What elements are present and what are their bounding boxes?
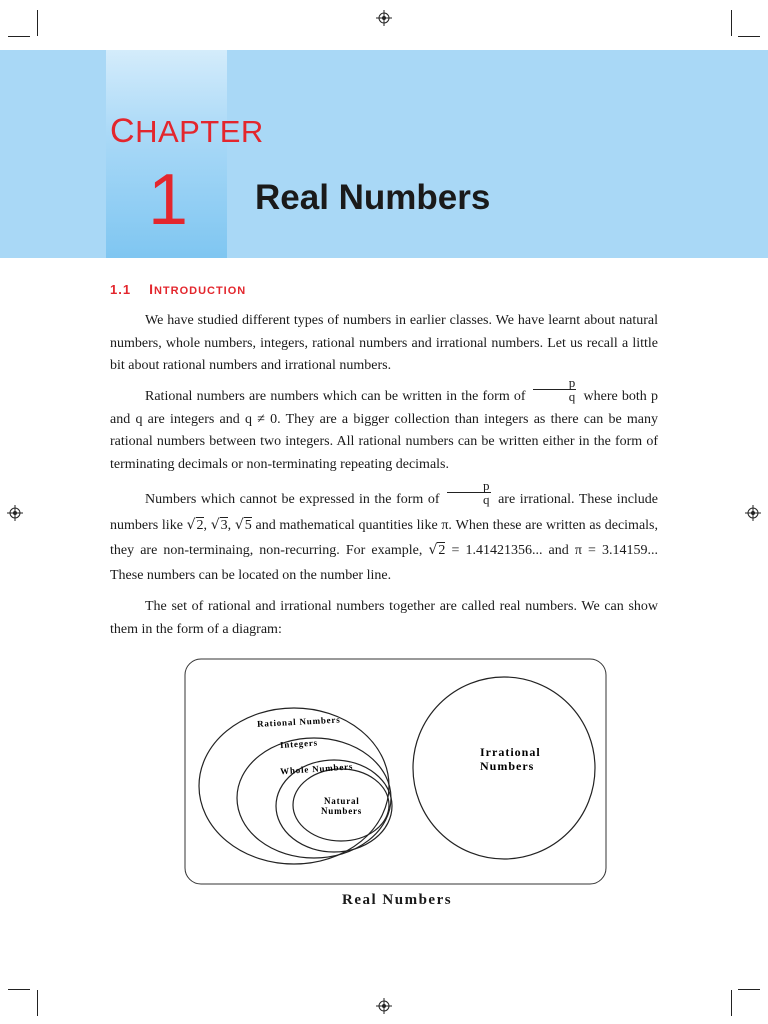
crop-mark (738, 36, 760, 37)
section-number: 1.1 (110, 282, 132, 297)
chapter-label: CHAPTER (110, 112, 264, 150)
crop-mark (738, 989, 760, 990)
crop-mark (37, 990, 38, 1016)
registration-mark-icon (7, 505, 23, 521)
section-heading: 1.1 INTRODUCTION (110, 281, 247, 297)
label-integers: Integers (279, 737, 319, 751)
crop-mark (37, 10, 38, 36)
fraction-p-over-q: $\frac{p}{q}$ (447, 479, 491, 506)
integers-set (237, 738, 391, 858)
paragraph-intro: We have studied different types of numbers in earlier classes. We have learnt about natural numbers, whole numbers, integers, rational numbers and irrational numbers. Let us recall a little bit about rational numbers and irrational numbers. (110, 313, 658, 373)
paragraph-rational: Rational numbers are numbers which can be written in the form of $\frac{p}{q}$ where both p and q are integers and q ≠ 0. They are a bigger collection than integers as there can be many rational numbers between two integers. All rational numbers can be written either in the form of terminating decimals or non-terminating repeating decimals. (110, 375, 659, 472)
sqrt-3: √3 (210, 516, 228, 533)
registration-mark-icon (376, 10, 392, 26)
label-rational-numbers: Rational Numbers (256, 714, 341, 729)
chapter-title: Real Numbers (255, 178, 491, 217)
paragraph-irrational: Numbers which cannot be expressed in the form of $\frac{p}{q}$ are irrational. These include numbers like √2, √3, √5 and mathematical quantities like π. When these are written as decimals, they are non-terminaing, non-recurring. For example, √2 = 1.41421356... and π = 3.14159... These numbers can be located on the number line. (110, 478, 659, 583)
sqrt-5: √5 (234, 516, 252, 533)
crop-mark (8, 989, 30, 990)
real-numbers-diagram (184, 658, 608, 886)
label-irrational: Irrational (480, 745, 541, 759)
rational-numbers-set (199, 708, 389, 864)
paragraph-real-numbers: The set of rational and irrational numbers together are called real numbers. We can show them in the form of a diagram: (110, 599, 658, 637)
crop-mark (731, 10, 732, 36)
fraction-p-over-q: $\frac{p}{q}$ (533, 376, 577, 403)
sqrt-2: √2 (428, 542, 446, 558)
registration-mark-icon (376, 998, 392, 1014)
sqrt-2: √2 (186, 516, 204, 533)
crop-mark (731, 990, 732, 1016)
label-natural-numbers: Numbers (321, 806, 363, 816)
crop-mark (8, 36, 30, 37)
registration-mark-icon (745, 505, 761, 521)
label-irrational-numbers: Numbers (480, 759, 535, 773)
label-whole-numbers: Whole Numbers (279, 761, 354, 777)
chapter-number: 1 (148, 160, 189, 240)
label-natural: Natural (324, 796, 360, 806)
diagram-caption: Real Numbers (342, 892, 453, 908)
